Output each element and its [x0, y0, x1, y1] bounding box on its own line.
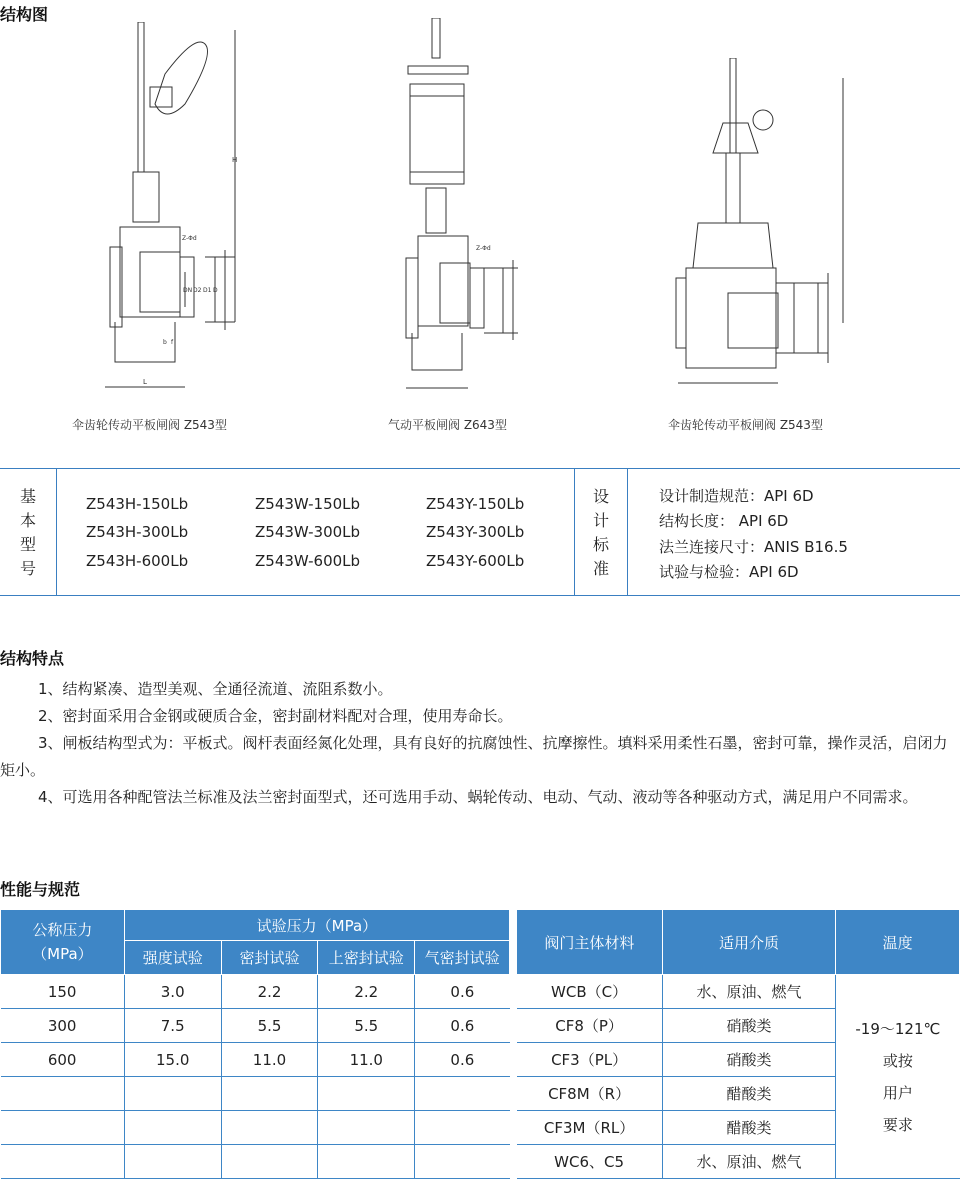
model-item: Z543Y-150Lb	[426, 495, 525, 513]
model-item: Z543W-600Lb	[255, 552, 361, 570]
pressure-cell: 300	[1, 1009, 125, 1043]
model-item: Z543W-150Lb	[255, 495, 361, 513]
model-label-column	[0, 469, 57, 595]
drawing-caption-2: 气动平板闸阀 Z643型	[388, 418, 507, 432]
material-table	[516, 909, 960, 1179]
header-seal-test: 密封试验	[221, 941, 318, 975]
standard-item: 法兰连接尺寸：ANIS B16.5	[659, 538, 848, 556]
medium-cell: 醋酸类	[662, 1077, 836, 1111]
standard-label-char: 准	[592, 559, 609, 578]
drawing-label-d: D	[213, 287, 218, 294]
model-item: Z543W-300Lb	[255, 523, 361, 541]
model-label-char: 型	[19, 535, 36, 554]
feature-item: 1、结构紧凑、造型美观、全通径流道、流阻系数小。	[38, 680, 393, 698]
material-cell: CF3M（RL）	[517, 1111, 663, 1145]
table-row	[1, 1111, 510, 1145]
temperature-cell	[836, 975, 960, 1179]
pressure-cell: 0.6	[415, 975, 510, 1009]
medium-cell: 水、原油、燃气	[662, 975, 836, 1009]
header-nominal-label: 公称压力	[32, 921, 93, 939]
model-list	[56, 469, 575, 595]
pressure-cell	[124, 1111, 221, 1145]
section-title-structure: 结构图	[0, 5, 49, 24]
temperature-line: -19～121℃	[855, 1019, 941, 1038]
pressure-cell: 7.5	[124, 1009, 221, 1043]
standard-label-char: 计	[592, 511, 609, 530]
drawing-label-d2: D2	[193, 287, 202, 294]
standard-item: 试验与检验：API 6D	[659, 563, 799, 581]
pressure-cell	[124, 1145, 221, 1179]
table-row	[1, 1077, 510, 1111]
table-row	[1, 1145, 510, 1179]
pressure-cell: 11.0	[221, 1043, 318, 1077]
pressure-cell	[318, 1111, 415, 1145]
feature-item: 2、密封面采用合金钢或硬质合金，密封副材料配对合理，使用寿命长。	[38, 707, 513, 725]
pressure-cell: 5.5	[318, 1009, 415, 1043]
medium-cell: 醋酸类	[662, 1111, 836, 1145]
model-item: Z543H-600Lb	[86, 552, 189, 570]
drawing-caption-1: 伞齿轮传动平板闸阀 Z543型	[72, 418, 227, 432]
material-cell: CF8M（R）	[517, 1077, 663, 1111]
header-body-material: 阀门主体材料	[517, 910, 663, 975]
feature-item: 4、可选用各种配管法兰标准及法兰密封面型式，还可选用手动、蜗轮传动、电动、气动、液动等各种驱动方式，满足用户不同需求。	[38, 788, 918, 806]
header-temperature: 温度	[836, 910, 960, 975]
header-upper-seal-test: 上密封试验	[318, 941, 415, 975]
pressure-cell: 0.6	[415, 1009, 510, 1043]
header-nominal-unit: （MPa）	[32, 945, 93, 963]
pressure-cell: 2.2	[221, 975, 318, 1009]
model-standard-table	[0, 468, 960, 596]
pressure-cell	[124, 1077, 221, 1111]
pressure-cell	[318, 1145, 415, 1179]
standard-item: 设计制造规范：API 6D	[659, 487, 814, 505]
model-label-char: 号	[19, 559, 36, 578]
model-item: Z543H-150Lb	[86, 495, 189, 513]
pressure-cell: 600	[1, 1043, 125, 1077]
medium-cell: 硝酸类	[662, 1043, 836, 1077]
header-test-pressure: 试验压力（MPa）	[124, 910, 509, 941]
drawing-caption-3: 伞齿轮传动平板闸阀 Z543型	[668, 418, 823, 432]
material-cell: WC6、C5	[517, 1145, 663, 1179]
model-label-char: 基	[19, 487, 36, 506]
pressure-cell	[415, 1111, 510, 1145]
standard-label-column	[575, 469, 628, 595]
section-title-performance: 性能与规范	[0, 880, 81, 899]
material-cell: CF3（PL）	[517, 1043, 663, 1077]
standard-label-char: 设	[592, 487, 609, 506]
bevel-gear-gate-valve-large-drawing	[668, 58, 858, 390]
medium-cell: 水、原油、燃气	[662, 1145, 836, 1179]
drawing-label-f: f	[171, 339, 174, 346]
temperature-line: 用户	[882, 1083, 913, 1102]
pressure-cell	[1, 1111, 125, 1145]
pressure-cell: 15.0	[124, 1043, 221, 1077]
model-item: Z543Y-300Lb	[426, 523, 525, 541]
pressure-cell: 150	[1, 975, 125, 1009]
header-strength-test: 强度试验	[124, 941, 221, 975]
pressure-cell	[1, 1145, 125, 1179]
drawing-label-b: b	[163, 339, 167, 346]
drawing-label-d1: D1	[203, 287, 212, 294]
pressure-cell: 11.0	[318, 1043, 415, 1077]
model-item: Z543Y-600Lb	[426, 552, 525, 570]
table-row	[1, 1009, 510, 1043]
material-cell: CF8（P）	[517, 1009, 663, 1043]
drawing-label-dn: DN	[183, 287, 193, 294]
pressure-cell	[318, 1077, 415, 1111]
pressure-cell	[221, 1111, 318, 1145]
temperature-line: 要求	[882, 1115, 913, 1134]
table-row	[1, 1043, 510, 1077]
header-air-seal-test: 气密封试验	[415, 941, 510, 975]
drawing-label-h: H	[232, 156, 238, 164]
temperature-line: 或按	[882, 1051, 913, 1070]
header-nominal-pressure	[1, 910, 125, 975]
table-row	[1, 975, 510, 1009]
drawing2-label-z-d: Z-Φd	[476, 245, 491, 252]
material-cell: WCB（C）	[517, 975, 663, 1009]
table-row	[517, 975, 960, 1009]
feature-item: 3、闸板结构型式为：平板式。阀杆表面经氮化处理，具有良好的抗腐蚀性、抗摩擦性。填料采用柔性石墨，密封可靠，操作灵活，启闭力矩小。	[0, 734, 948, 779]
pressure-cell: 0.6	[415, 1043, 510, 1077]
bevel-gear-gate-valve-drawing	[95, 22, 255, 394]
drawing-label-z-d: Z-Φd	[182, 235, 197, 242]
model-item: Z543H-300Lb	[86, 523, 189, 541]
pressure-cell	[415, 1145, 510, 1179]
pressure-cell	[1, 1077, 125, 1111]
header-medium: 适用介质	[662, 910, 836, 975]
standard-item: 结构长度： API 6D	[659, 512, 789, 530]
pressure-cell	[221, 1077, 318, 1111]
medium-cell: 硝酸类	[662, 1009, 836, 1043]
pressure-cell: 5.5	[221, 1009, 318, 1043]
pressure-cell	[221, 1145, 318, 1179]
pneumatic-gate-valve-drawing	[398, 18, 528, 394]
pressure-cell	[415, 1077, 510, 1111]
section-title-features: 结构特点	[0, 649, 65, 668]
standard-label-char: 标	[592, 535, 609, 554]
model-label-char: 本	[19, 511, 36, 530]
pressure-cell: 3.0	[124, 975, 221, 1009]
pressure-cell: 2.2	[318, 975, 415, 1009]
drawing-label-l: L	[143, 378, 147, 386]
pressure-table	[0, 909, 510, 1179]
